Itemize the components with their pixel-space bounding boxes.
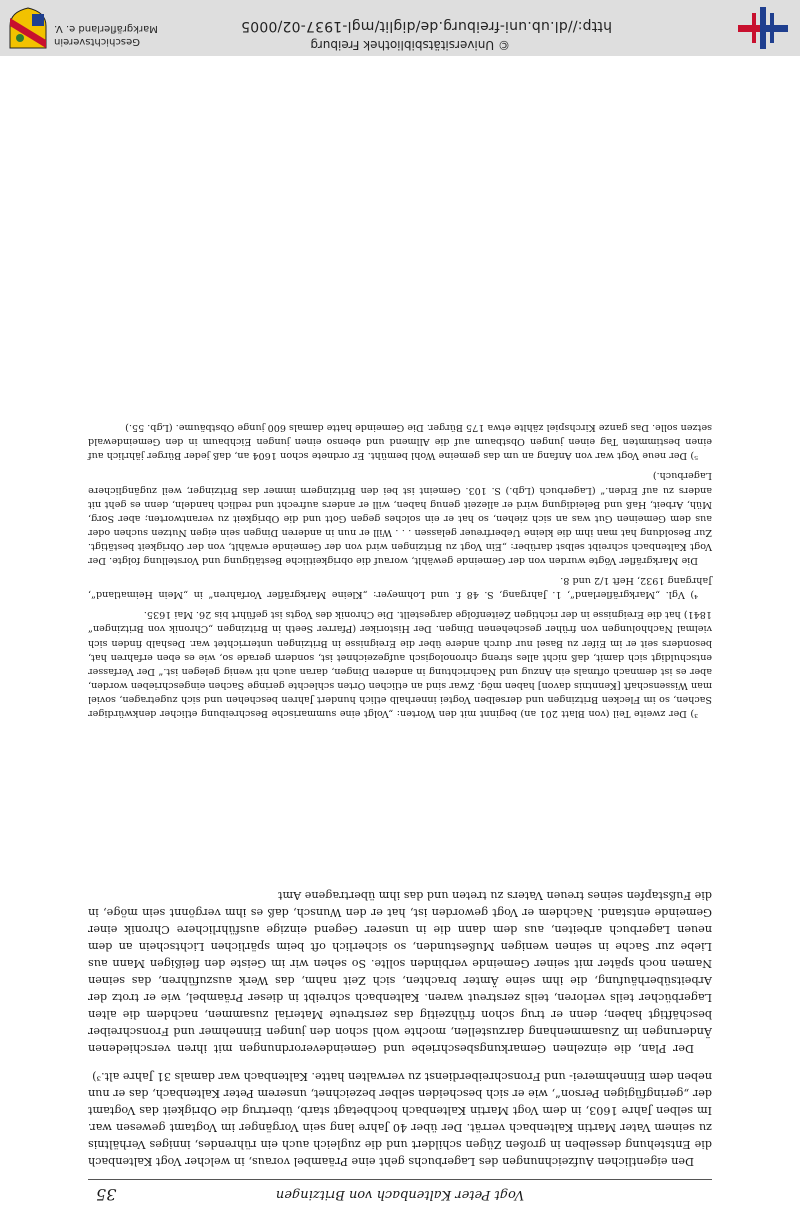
society-name-line: Geschichtsverein xyxy=(54,36,140,47)
paragraph: Den eigentlichen Aufzeichnungen des Lagerbuchs geht eine Präambel voraus, in welcher Vogt Kaltenbach die Entstehung desselben in großen Zügen schildert und die zugleich auch ein rührendes, inniges Verhältnis zu seinem Vater Martin Kaltenbach verrät. Der über 40 Jahre lang sein Vorgänger im Vogtamt gewesen war. Im selben Jahre 1603, in dem Vogt Martin Kaltenbach hochbetagt starb, übertrug die Obrigkeit das Vogtamt der „geringfügigen Person“, wie er sich bescheiden selber bezeichnet, unserem Peter Kaltenbach, das er nun neben dem Einnehmerei- und Fronschreiberdienst zu verwalten hatte. Kaltenbach war damals 31 Jahre alt.³) xyxy=(88,1069,712,1168)
footnote: ³) Der zweite Teil (von Blatt 201 an) beginnt mit den Worten: „Volgt eine summarische Beschreibung etlicher denkwürdiger Sachen, so im Flecken Britzingen und derselben Vogtei innerhalb etlich hundert Jahren beschehen und sich zugetragen, soviel man Wissenschaft [Kenntnis davon] haben mög. Zwar sind an etlichen Orten schlechte geringe Sachen eingeschrieben worden, aber es ist demnach oftmals ein Anzug und Nachrichtung in anderen Dingen, daran auch nit wenig gelegen ist.“ Der Verfasser entschuldigt sich damit, daß nicht alles streng chronologisch aufgezeichnet ist, sondern gerade so, wie es eben erfahren hat, besonders seit er im Eifer zu Basel nur durch andere über die Ereignisse in Britzingen unterrichtet war. Deshalb finden sich vielmal Nachholungen von früher geschehenen Dingen. Der Historiker (Pfarrer Seeth in Britzingen „Chronik von Britzingen“ 1841) hat die Ereignisse in der richtigen Zeitenfolge dargestellt. Die Chronik des Vogts ist geführt bis 26. Mai 1635. xyxy=(88,609,712,719)
document-url[interactable]: http://dl.ub.uni-freiburg.de/diglit/mgl-1937-02/0005 xyxy=(240,18,612,34)
university-logo-icon xyxy=(738,7,788,49)
society-crest-icon xyxy=(8,6,48,50)
footnote: Die Markgräfler Vögte wurden von der Gemeinde gewählt, worauf die obrigkeitliche Bestätigung und Vorstellung folgte. Der Vogt Kaltenbach schreibt selbst darüber: „Ein Vogt zu Britzingen wird von der Gemeinde erwählt, von der Obrigkeit bestätigt. Zur Besoldung hat man ihm die kleine Ueberfreuer gelassen . . . Will er nun in anderen Dingen sein eigen Nutzen suchen oder aus dem Gemeinen Gut was an sich ziehen, so hat er ein solches gegen Gott und die Obrigkeit zu verantworten; aber Sorg, Müh, Arbeit, Haß und Beleidigung wird er allezeit genug haben, will er anders aufrecht und redlich handeln, denn es geht nit anders zu auf Erden.“ (Lagerbuch (Lgb.) S. 103. Gemeint ist bei den Britzingern immer das Britzinger, weil zugänglichere Lagerbuch.) xyxy=(88,470,712,567)
header-title: Vogt Peter Kaltenbach von Britzingen xyxy=(275,1187,525,1202)
page-number: 35 xyxy=(96,1185,117,1204)
footnote: ⁴) Vgl. „Markgräflerland“, 1. Jahrgang, S. 48 f. und Lohmeyer: „Kleine Markgräfler Vorfahren“ in „Mein Heimatland“, Jahrgang 1932, Heft 1/2 und 8. xyxy=(88,575,712,601)
body-text xyxy=(88,877,712,1171)
society-name-line: Markgräflerland e. V. xyxy=(54,23,158,34)
header-rule xyxy=(88,1179,712,1180)
paragraph: Der Plan, die einzelnen Gemarkungsbeschriebe und Gemeindeverordnungen mit ihren verschiedenen Änderungen im Zusammenhang darzustellen, mochte wohl schon den jungen Einnehmer und Fronschreiber beschäftigt haben; denn er trug schon frühzeitig das zerstreute Material zusammen, nachdem die alten Lagerbücher teils verloren, teils zerstreut waren. Kaltenbach schreibt in dieser Präambel, wie er trotz der Arbeitsüberhäufung, die ihm seine Ämter brachten, sich Zeit nahm, das Werk auszuführen, das seinen Namen noch später mit seiner Gemeinde verbinden sollte. So sehen wir im Geiste den fleißigen Mann aus Liebe zur Sache in seinen wenigen Mußestunden, so sicherlich oft beim spärlichen Lichtschein an dem neuen Lagerbuch arbeiten, aus dem dann die in unserer Gegend einzige ausführlichere Chronik einer Gemeinde entstand. Nachdem er Vogt geworden ist, hat er den Wunsch, daß es ihm vergönnt sein möge, in die Fußstapfen seines treuen Vaters zu treten und das ihm übertragene Amt xyxy=(88,888,712,1056)
footnotes xyxy=(88,414,712,720)
copyright-notice: © Universitätsbibliothek Freiburg xyxy=(310,38,510,52)
running-header xyxy=(88,1178,712,1202)
society-name xyxy=(54,22,190,48)
footnote: ⁵) Der neue Vogt war von Anfang an um das gemeine Wohl bemüht. Er ordnete schon 1604 an, daß jeder Bürger jährlich auf einen bestimmten Tag einen jungen Obstbaum auf die Allmend und ebenso einen jungen Eichbaum in den Gemeindewald setzen solle. Das ganze Kirchspiel zählte etwa 175 Bürger. Die Gemeinde hatte damals 600 junge Obstbäume. (Lgb. 55.) xyxy=(88,422,712,462)
